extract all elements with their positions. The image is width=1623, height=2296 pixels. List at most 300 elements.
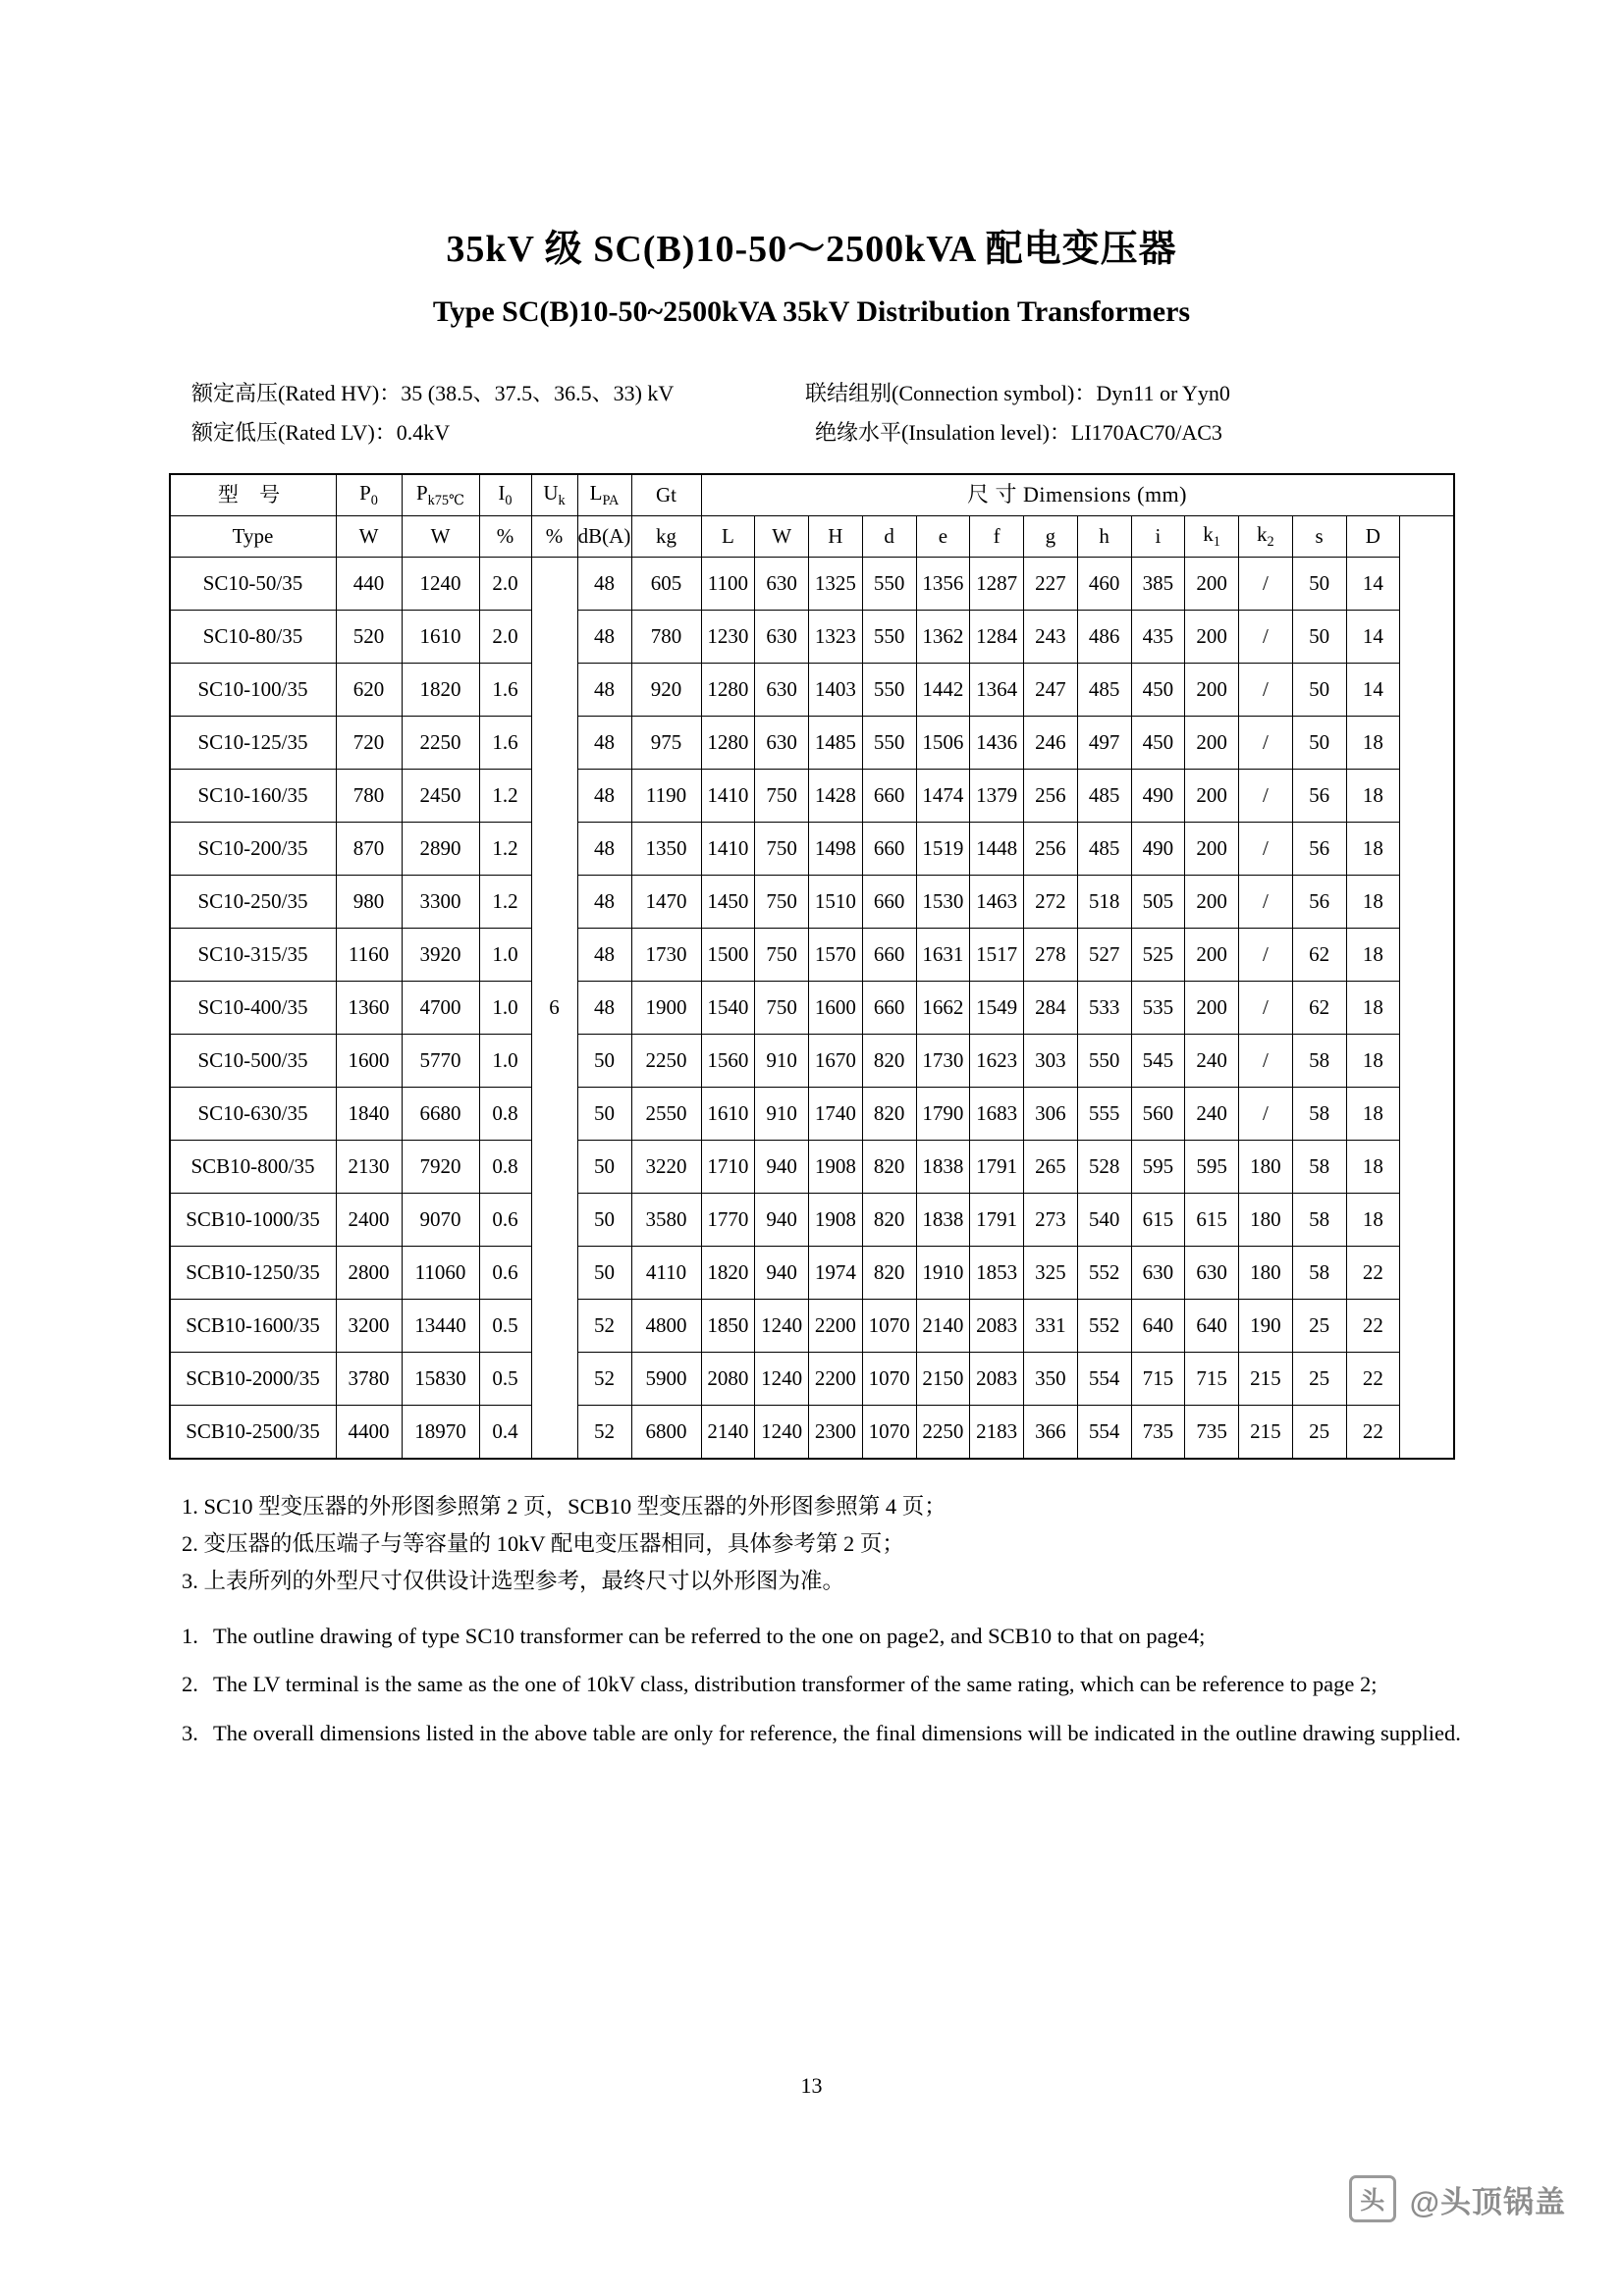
cell-k1: 200	[1185, 769, 1239, 822]
cell-h: 497	[1077, 716, 1131, 769]
cell-gt: 1730	[631, 928, 701, 981]
cell-g: 256	[1024, 769, 1078, 822]
cell-gt: 920	[631, 663, 701, 716]
header-dim-h: h	[1077, 515, 1131, 557]
cell-gt: 5900	[631, 1352, 701, 1405]
cell-W: 940	[755, 1140, 809, 1193]
cell-p0: 4400	[336, 1405, 402, 1459]
cell-i0: 1.0	[479, 981, 531, 1034]
cell-gt: 2550	[631, 1087, 701, 1140]
cell-L: 1280	[701, 663, 755, 716]
cell-k1: 200	[1185, 981, 1239, 1034]
table-row	[170, 1087, 1454, 1140]
table-row	[170, 875, 1454, 928]
cell-f: 1853	[970, 1246, 1024, 1299]
cell-d: 660	[862, 822, 916, 875]
cell-H: 2200	[809, 1299, 863, 1352]
cell-gt: 4800	[631, 1299, 701, 1352]
cell-k2: /	[1239, 1087, 1293, 1140]
cell-g: 243	[1024, 610, 1078, 663]
cell-d: 1070	[862, 1299, 916, 1352]
cell-d: 820	[862, 1140, 916, 1193]
cell-L: 1100	[701, 557, 755, 610]
note-en-3-text: The overall dimensions listed in the above table are only for reference, the final dimensions will be indicated in the outline drawing supplied.	[213, 1720, 1461, 1745]
header-dim-L: L	[701, 515, 755, 557]
cell-i0: 0.6	[479, 1193, 531, 1246]
cell-i0: 0.5	[479, 1299, 531, 1352]
cell-D: 22	[1346, 1352, 1400, 1405]
cell-L: 1610	[701, 1087, 755, 1140]
cell-f: 2083	[970, 1352, 1024, 1405]
cell-i0: 1.6	[479, 716, 531, 769]
cell-f: 1791	[970, 1193, 1024, 1246]
cell-L: 1230	[701, 610, 755, 663]
specification-block	[0, 330, 1623, 452]
transformer-spec-table	[169, 473, 1455, 1460]
cell-g: 284	[1024, 981, 1078, 1034]
cell-d: 1070	[862, 1352, 916, 1405]
cell-D: 18	[1346, 1193, 1400, 1246]
cell-g: 272	[1024, 875, 1078, 928]
cell-pk: 6680	[402, 1087, 479, 1140]
cell-s: 58	[1292, 1140, 1346, 1193]
cell-h: 527	[1077, 928, 1131, 981]
cell-e: 1730	[916, 1034, 970, 1087]
cell-pk: 1610	[402, 610, 479, 663]
cell-i0: 0.8	[479, 1087, 531, 1140]
cell-f: 1683	[970, 1087, 1024, 1140]
watermark	[1349, 2175, 1566, 2222]
cell-pk: 11060	[402, 1246, 479, 1299]
header-lpa: $L_{PA}$	[577, 474, 631, 516]
cell-p0: 3780	[336, 1352, 402, 1405]
cell-p0: 440	[336, 557, 402, 610]
cell-W: 750	[755, 769, 809, 822]
cell-i: 490	[1131, 822, 1185, 875]
cell-type: SC10-250/35	[170, 875, 337, 928]
cell-h: 540	[1077, 1193, 1131, 1246]
cell-i0: 0.8	[479, 1140, 531, 1193]
cell-uk-merged: 6	[531, 557, 577, 1459]
cell-e: 1442	[916, 663, 970, 716]
cell-H: 1974	[809, 1246, 863, 1299]
header-unit-uk: %	[531, 515, 577, 557]
cell-k1: 615	[1185, 1193, 1239, 1246]
cell-W: 1240	[755, 1405, 809, 1459]
header-dimensions-group: 尺 寸 Dimensions (mm)	[701, 474, 1454, 516]
header-gt: Gt	[631, 474, 701, 516]
cell-lpa: 50	[577, 1246, 631, 1299]
cell-D: 18	[1346, 1087, 1400, 1140]
cell-h: 552	[1077, 1246, 1131, 1299]
table-row	[170, 1405, 1454, 1459]
cell-D: 18	[1346, 1140, 1400, 1193]
cell-i0: 1.2	[479, 822, 531, 875]
cell-d: 660	[862, 769, 916, 822]
cell-lpa: 48	[577, 928, 631, 981]
cell-p0: 3200	[336, 1299, 402, 1352]
cell-W: 750	[755, 875, 809, 928]
cell-s: 56	[1292, 822, 1346, 875]
cell-gt: 1190	[631, 769, 701, 822]
cell-i0: 2.0	[479, 610, 531, 663]
cell-i: 535	[1131, 981, 1185, 1034]
cell-k2: /	[1239, 716, 1293, 769]
cell-p0: 1600	[336, 1034, 402, 1087]
cell-W: 750	[755, 822, 809, 875]
table-row	[170, 1246, 1454, 1299]
table-row	[170, 1193, 1454, 1246]
cell-h: 485	[1077, 822, 1131, 875]
cell-p0: 1360	[336, 981, 402, 1034]
cell-pk: 1820	[402, 663, 479, 716]
cell-k2: 215	[1239, 1352, 1293, 1405]
cell-i: 385	[1131, 557, 1185, 610]
insulation-level-label: 绝缘水平(Insulation level)：LI170AC70/AC3	[815, 419, 1222, 445]
cell-W: 630	[755, 557, 809, 610]
cell-lpa: 48	[577, 981, 631, 1034]
cell-k1: 595	[1185, 1140, 1239, 1193]
cell-s: 25	[1292, 1352, 1346, 1405]
cell-s: 62	[1292, 928, 1346, 981]
cell-W: 1240	[755, 1352, 809, 1405]
cell-type: SCB10-2500/35	[170, 1405, 337, 1459]
cell-h: 528	[1077, 1140, 1131, 1193]
cell-f: 1463	[970, 875, 1024, 928]
table-row	[170, 928, 1454, 981]
cell-L: 1560	[701, 1034, 755, 1087]
cell-s: 58	[1292, 1087, 1346, 1140]
cell-f: 2083	[970, 1299, 1024, 1352]
cell-i: 505	[1131, 875, 1185, 928]
cell-p0: 520	[336, 610, 402, 663]
cell-H: 1570	[809, 928, 863, 981]
cell-gt: 6800	[631, 1405, 701, 1459]
cell-L: 1540	[701, 981, 755, 1034]
cell-e: 1838	[916, 1193, 970, 1246]
cell-g: 366	[1024, 1405, 1078, 1459]
cell-gt: 3580	[631, 1193, 701, 1246]
cell-D: 14	[1346, 610, 1400, 663]
cell-k1: 200	[1185, 557, 1239, 610]
cell-e: 1910	[916, 1246, 970, 1299]
cell-i: 615	[1131, 1193, 1185, 1246]
cell-e: 2250	[916, 1405, 970, 1459]
cell-g: 306	[1024, 1087, 1078, 1140]
cell-i0: 1.6	[479, 663, 531, 716]
note-en-2-text: The LV terminal is the same as the one of 10kV class, distribution transformer of the same rating, which can be reference to page 2;	[213, 1672, 1378, 1697]
cell-W: 1240	[755, 1299, 809, 1352]
cell-H: 2300	[809, 1405, 863, 1459]
cell-p0: 980	[336, 875, 402, 928]
note-en-3-number: 3.	[182, 1720, 198, 1745]
header-dim-k2: $k_2$	[1239, 515, 1293, 557]
cell-e: 1790	[916, 1087, 970, 1140]
cell-k2: /	[1239, 981, 1293, 1034]
cell-h: 533	[1077, 981, 1131, 1034]
cell-k2: 190	[1239, 1299, 1293, 1352]
cell-L: 1500	[701, 928, 755, 981]
cell-D: 22	[1346, 1246, 1400, 1299]
cell-s: 58	[1292, 1193, 1346, 1246]
cell-e: 1356	[916, 557, 970, 610]
connection-symbol-label: 联结组别(Connection symbol)：Dyn11 or Yyn0	[805, 380, 1230, 405]
cell-i0: 1.2	[479, 769, 531, 822]
table-row	[170, 663, 1454, 716]
cell-H: 1908	[809, 1140, 863, 1193]
cell-lpa: 48	[577, 769, 631, 822]
cell-type: SC10-400/35	[170, 981, 337, 1034]
cell-f: 1287	[970, 557, 1024, 610]
cell-k1: 200	[1185, 875, 1239, 928]
note-cn-3: 3. 上表所列的外型尺寸仅供设计选型参考，最终尺寸以外形图为准。	[182, 1569, 845, 1594]
cell-D: 18	[1346, 981, 1400, 1034]
table-row	[170, 1140, 1454, 1193]
header-unit-pk: W	[402, 515, 479, 557]
cell-gt: 605	[631, 557, 701, 610]
table-row	[170, 716, 1454, 769]
cell-k1: 200	[1185, 822, 1239, 875]
cell-gt: 3220	[631, 1140, 701, 1193]
header-row-primary	[170, 474, 1454, 516]
cell-e: 1506	[916, 716, 970, 769]
cell-gt: 2250	[631, 1034, 701, 1087]
cell-h: 552	[1077, 1299, 1131, 1352]
cell-s: 62	[1292, 981, 1346, 1034]
cell-lpa: 50	[577, 1140, 631, 1193]
cell-i0: 0.4	[479, 1405, 531, 1459]
cell-k1: 715	[1185, 1352, 1239, 1405]
cell-H: 1670	[809, 1034, 863, 1087]
cell-f: 1364	[970, 663, 1024, 716]
header-dim-e: e	[916, 515, 970, 557]
cell-e: 2150	[916, 1352, 970, 1405]
cell-H: 1498	[809, 822, 863, 875]
cell-type: SC10-80/35	[170, 610, 337, 663]
cell-i: 630	[1131, 1246, 1185, 1299]
cell-L: 1410	[701, 769, 755, 822]
cell-type: SC10-100/35	[170, 663, 337, 716]
cell-D: 18	[1346, 822, 1400, 875]
table-row	[170, 610, 1454, 663]
cell-type: SC10-160/35	[170, 769, 337, 822]
cell-g: 247	[1024, 663, 1078, 716]
cell-h: 485	[1077, 769, 1131, 822]
cell-lpa: 52	[577, 1352, 631, 1405]
cell-pk: 7920	[402, 1140, 479, 1193]
watermark-text: @头顶锅盖	[1409, 2184, 1566, 2219]
cell-g: 350	[1024, 1352, 1078, 1405]
cell-f: 1379	[970, 769, 1024, 822]
cell-type: SCB10-1250/35	[170, 1246, 337, 1299]
cell-e: 1519	[916, 822, 970, 875]
cell-f: 1549	[970, 981, 1024, 1034]
cell-W: 940	[755, 1246, 809, 1299]
rated-hv-label: 额定高压(Rated HV)：35 (38.5、37.5、36.5、33) kV	[191, 380, 675, 405]
cell-h: 550	[1077, 1034, 1131, 1087]
header-p0: $P_0$	[336, 474, 402, 516]
cell-k2: /	[1239, 663, 1293, 716]
cell-i0: 2.0	[479, 557, 531, 610]
cell-H: 1325	[809, 557, 863, 610]
cell-type: SC10-125/35	[170, 716, 337, 769]
cell-L: 1450	[701, 875, 755, 928]
cell-k1: 200	[1185, 610, 1239, 663]
cell-L: 2080	[701, 1352, 755, 1405]
cell-L: 1850	[701, 1299, 755, 1352]
cell-p0: 2400	[336, 1193, 402, 1246]
cell-d: 550	[862, 716, 916, 769]
cell-k1: 240	[1185, 1087, 1239, 1140]
cell-L: 1280	[701, 716, 755, 769]
table-row	[170, 557, 1454, 610]
cell-D: 18	[1346, 875, 1400, 928]
cell-H: 1403	[809, 663, 863, 716]
header-dim-d: d	[862, 515, 916, 557]
cell-g: 265	[1024, 1140, 1078, 1193]
cell-type: SCB10-800/35	[170, 1140, 337, 1193]
cell-D: 18	[1346, 928, 1400, 981]
cell-k2: /	[1239, 928, 1293, 981]
header-type-en: Type	[170, 515, 337, 557]
cell-pk: 1240	[402, 557, 479, 610]
cell-i0: 0.5	[479, 1352, 531, 1405]
cell-i: 640	[1131, 1299, 1185, 1352]
header-dim-H: H	[809, 515, 863, 557]
note-en-2	[0, 1667, 1623, 1702]
cell-e: 1838	[916, 1140, 970, 1193]
cell-D: 18	[1346, 1034, 1400, 1087]
cell-i: 735	[1131, 1405, 1185, 1459]
cell-i: 560	[1131, 1087, 1185, 1140]
header-dim-k1: $k_1$	[1185, 515, 1239, 557]
cell-D: 14	[1346, 557, 1400, 610]
cell-s: 25	[1292, 1405, 1346, 1459]
cell-D: 22	[1346, 1299, 1400, 1352]
cell-d: 820	[862, 1193, 916, 1246]
cell-h: 554	[1077, 1405, 1131, 1459]
cell-s: 58	[1292, 1246, 1346, 1299]
cell-type: SC10-315/35	[170, 928, 337, 981]
cell-s: 50	[1292, 610, 1346, 663]
cell-s: 50	[1292, 663, 1346, 716]
cell-pk: 13440	[402, 1299, 479, 1352]
cell-k2: 180	[1239, 1140, 1293, 1193]
cell-h: 485	[1077, 663, 1131, 716]
cell-lpa: 48	[577, 663, 631, 716]
cell-i: 545	[1131, 1034, 1185, 1087]
cell-p0: 870	[336, 822, 402, 875]
cell-g: 303	[1024, 1034, 1078, 1087]
page-title-chinese: 35kV 级 SC(B)10-50～2500kVA 配电变压器	[446, 229, 1177, 270]
header-dim-W: W	[755, 515, 809, 557]
note-en-1-text: The outline drawing of type SC10 transformer can be referred to the one on page2, and SCB10 to that on page4;	[213, 1623, 1206, 1648]
cell-k2: /	[1239, 875, 1293, 928]
cell-gt: 780	[631, 610, 701, 663]
cell-h: 555	[1077, 1087, 1131, 1140]
cell-type: SCB10-1000/35	[170, 1193, 337, 1246]
header-unit-lpa: dB(A)	[577, 515, 631, 557]
cell-g: 256	[1024, 822, 1078, 875]
cell-p0: 2130	[336, 1140, 402, 1193]
cell-pk: 2890	[402, 822, 479, 875]
cell-k1: 200	[1185, 716, 1239, 769]
cell-type: SC10-500/35	[170, 1034, 337, 1087]
cell-lpa: 48	[577, 822, 631, 875]
cell-H: 1740	[809, 1087, 863, 1140]
cell-pk: 2250	[402, 716, 479, 769]
table-row	[170, 1299, 1454, 1352]
header-pk75: $P_{k75℃}$	[402, 474, 479, 516]
note-cn-2: 2. 变压器的低压端子与等容量的 10kV 配电变压器相同，具体参考第 2 页；	[182, 1531, 904, 1557]
cell-H: 2200	[809, 1352, 863, 1405]
header-dim-s: s	[1292, 515, 1346, 557]
cell-i: 450	[1131, 716, 1185, 769]
cell-k1: 240	[1185, 1034, 1239, 1087]
header-unit-i0: %	[479, 515, 531, 557]
cell-H: 1600	[809, 981, 863, 1034]
header-unit-p0: W	[336, 515, 402, 557]
cell-pk: 5770	[402, 1034, 479, 1087]
cell-lpa: 50	[577, 1193, 631, 1246]
cell-D: 14	[1346, 663, 1400, 716]
page-number: 13	[800, 2073, 823, 2098]
cell-f: 1436	[970, 716, 1024, 769]
cell-f: 1623	[970, 1034, 1024, 1087]
transformer-table-wrapper	[0, 452, 1623, 1460]
cell-p0: 2800	[336, 1246, 402, 1299]
cell-e: 2140	[916, 1299, 970, 1352]
cell-i0: 1.0	[479, 1034, 531, 1087]
header-i0: $I_0$	[479, 474, 531, 516]
cell-k1: 630	[1185, 1246, 1239, 1299]
cell-d: 550	[862, 557, 916, 610]
note-en-2-number: 2.	[182, 1672, 198, 1697]
cell-H: 1510	[809, 875, 863, 928]
cell-W: 630	[755, 610, 809, 663]
cell-L: 1410	[701, 822, 755, 875]
cell-i0: 1.2	[479, 875, 531, 928]
header-unit-gt: kg	[631, 515, 701, 557]
cell-L: 1770	[701, 1193, 755, 1246]
cell-k1: 200	[1185, 663, 1239, 716]
header-dim-f: f	[970, 515, 1024, 557]
cell-s: 50	[1292, 557, 1346, 610]
cell-W: 750	[755, 981, 809, 1034]
cell-d: 660	[862, 981, 916, 1034]
cell-g: 331	[1024, 1299, 1078, 1352]
table-row	[170, 1352, 1454, 1405]
cell-k2: /	[1239, 557, 1293, 610]
cell-g: 278	[1024, 928, 1078, 981]
cell-h: 486	[1077, 610, 1131, 663]
cell-pk: 4700	[402, 981, 479, 1034]
cell-s: 50	[1292, 716, 1346, 769]
cell-gt: 1900	[631, 981, 701, 1034]
cell-p0: 1160	[336, 928, 402, 981]
cell-type: SC10-200/35	[170, 822, 337, 875]
cell-gt: 1350	[631, 822, 701, 875]
cell-i: 715	[1131, 1352, 1185, 1405]
table-body	[170, 557, 1454, 1459]
spec-row-hv	[0, 373, 1623, 412]
cell-k2: 180	[1239, 1246, 1293, 1299]
cell-h: 554	[1077, 1352, 1131, 1405]
cell-d: 820	[862, 1034, 916, 1087]
cell-type: SC10-50/35	[170, 557, 337, 610]
cell-i: 435	[1131, 610, 1185, 663]
cell-g: 246	[1024, 716, 1078, 769]
